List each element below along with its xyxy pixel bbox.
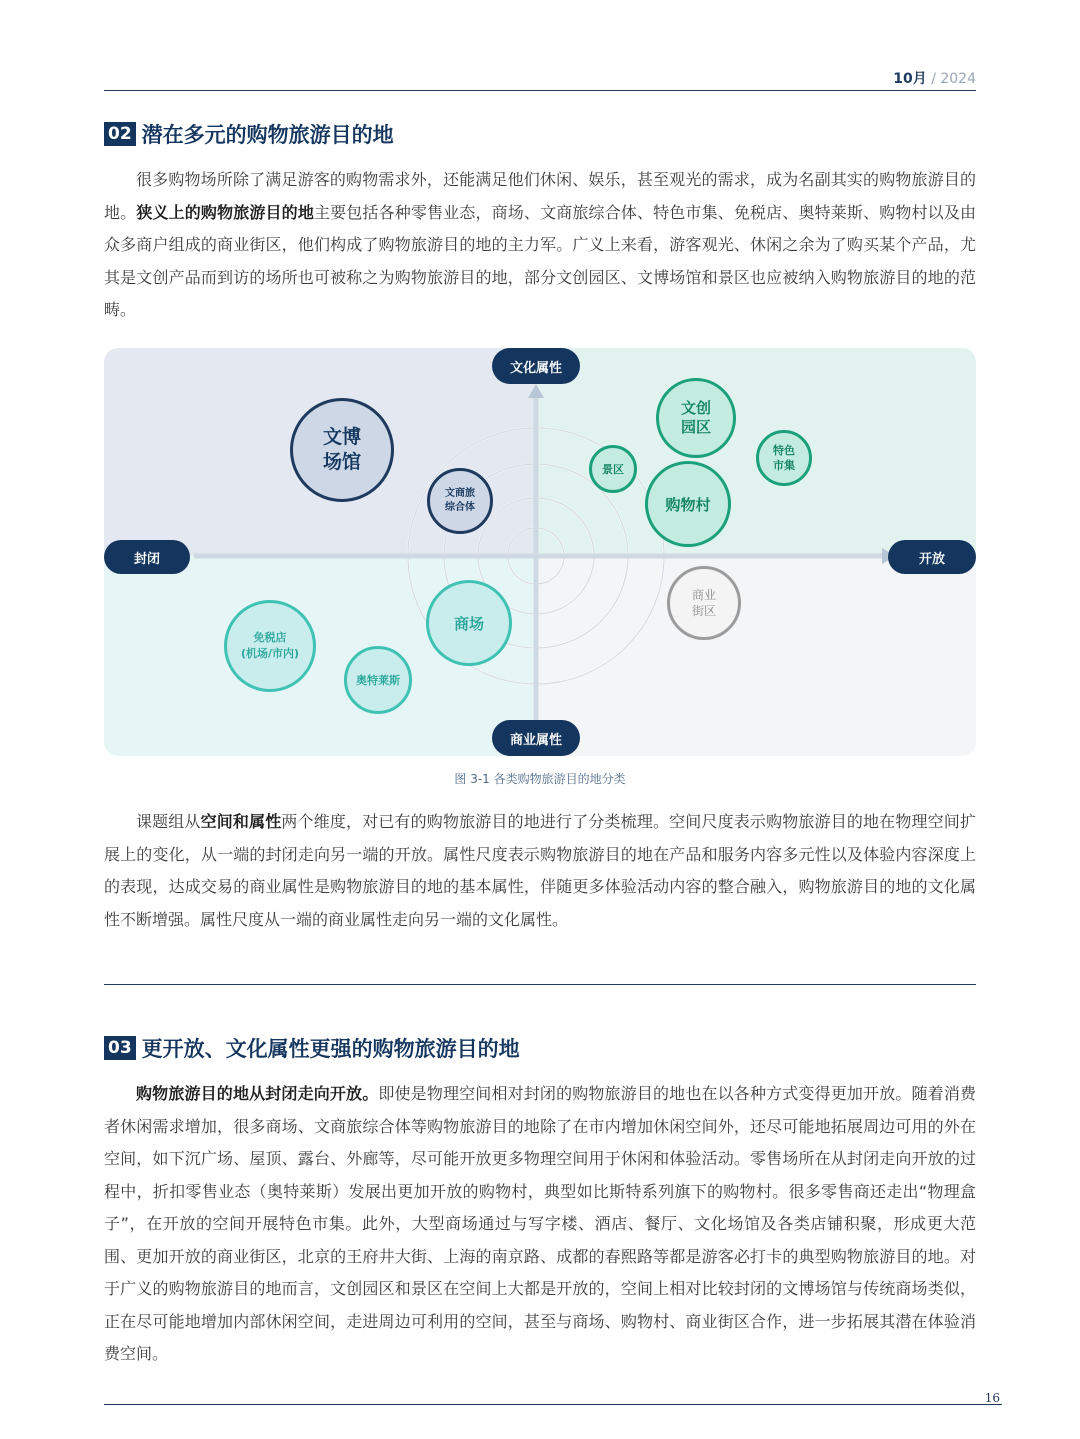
section-title: 潜在多元的购物旅游目的地 [141,123,394,147]
section-02-paragraph [104,164,976,327]
section-02-heading [104,120,394,148]
bubble-creative-park: 文创 园区 [656,378,736,458]
diagram-explanation-paragraph [104,806,976,936]
bubble-scenic-area: 景区 [589,445,637,493]
bubble-outlet-village: 购物村 [645,461,731,547]
bubble-museum: 文博 场馆 [290,398,394,502]
bubble-outlets: 奥特莱斯 [344,646,412,714]
section-number: 03 [104,1036,136,1060]
para-text: 主要包括各种零售业态，商场、文商旅综合体、特色市集、免税店、奥特莱斯、购物村以及由众多商户组成的商业街区，他们构成了购物旅游目的地的主力军。广义上来看，游客观光、休闲之余为了购买某个产品，尤其是文创产品而到访的场所也可被称之为购物旅游目的地，部分文创园区、文博场馆和景区也应被纳入购物旅游目的地的范畴。 [104,202,976,319]
para-bold-text: 空间和属性 [200,812,282,831]
para-bold-text: 狭义上的购物旅游目的地 [136,202,314,222]
para-bold-text: 购物旅游目的地从封闭走向开放。 [136,1084,379,1103]
axis-label-cultural: 文化属性 [492,348,580,384]
axis-label-open: 开放 [888,540,976,574]
bubble-mall: 商场 [426,580,512,666]
header-rule [104,90,976,91]
issue-month: 10月 [893,71,927,87]
axes-and-rings [104,348,976,756]
bubble-duty-free: 免税店 (机场/市内) [224,600,316,692]
section-divider [104,984,976,985]
section-03-paragraph [104,1078,976,1371]
para-text: 即使是物理空间相对封闭的购物旅游目的地也在以各种方式变得更加开放。随着消费者休闲需求增加，很多商场、文商旅综合体等购物旅游目的地除了在市内增加休闲空间外，还尽可能地拓展周边可用的外在空间，如下沉广场、屋顶、露台、外廊等，尽可能开放更多物理空间用于休闲和体验活动。零售场所在从封闭走向开放的过程中，折扣零售业态（奥特莱斯）发展出更加开放的购物村，典型如比斯特系列旗下的购物村。很多零售商还走出“物理盒子”，在开放的空间开展特色市集。此外，大型商场通过与写字楼、酒店、餐厅、文化场馆及各类店铺积聚，形成更大范围、更加开放的商业街区，北京的王府井大街、上海的南京路、成都的春熙路等都是游客必打卡的典型购物旅游目的地。对于广义的购物旅游目的地而言，文创园区和景区在空间上大都是开放的，空间上相对比较封闭的文博场馆与传统商场类似，正在尽可能地增加内部休闲空间，走进周边可利用的空间，甚至与商场、购物村、商业街区合作，进一步拓展其潜在体验消费空间。 [104,1084,976,1363]
axis-label-closed: 封闭 [104,540,190,574]
section-number: 02 [104,122,136,146]
axis-label-commercial: 商业属性 [492,720,580,756]
para-text: 很多购物场所除了满足游客的购物需求外，还能满足他们休闲、娱乐，甚至观光的需求，成为名副其实的购物旅游目的地。 [104,170,976,222]
issue-year: 2024 [940,71,976,87]
date-separator: / [931,71,936,87]
classification-diagram [104,348,976,756]
section-03-heading [104,1034,520,1062]
para-text: 课题组从 [136,812,201,831]
footer-rule [104,1404,1002,1405]
section-title: 更开放、文化属性更强的购物旅游目的地 [141,1037,520,1061]
bubble-complex: 文商旅 综合体 [427,468,493,534]
para-text: 两个维度，对已有的购物旅游目的地进行了分类梳理。空间尺度表示购物旅游目的地在物理空间扩展上的变化，从一端的封闭走向另一端的开放。属性尺度表示购物旅游目的地在产品和服务内容多元性以及体验内容深度上的表现，达成交易的商业属性是购物旅游目的地的基本属性，伴随更多体验活动内容的整合融入，购物旅游目的地的文化属性不断增强。属性尺度从一端的商业属性走向另一端的文化属性。 [104,812,976,929]
page-number: 16 [984,1391,1000,1405]
bubble-commercial-street: 商业 街区 [667,566,741,640]
figure-caption: 图 3-1 各类购物旅游目的地分类 [454,772,626,786]
issue-date [893,68,976,88]
bubble-bazaar: 特色 市集 [756,430,812,486]
